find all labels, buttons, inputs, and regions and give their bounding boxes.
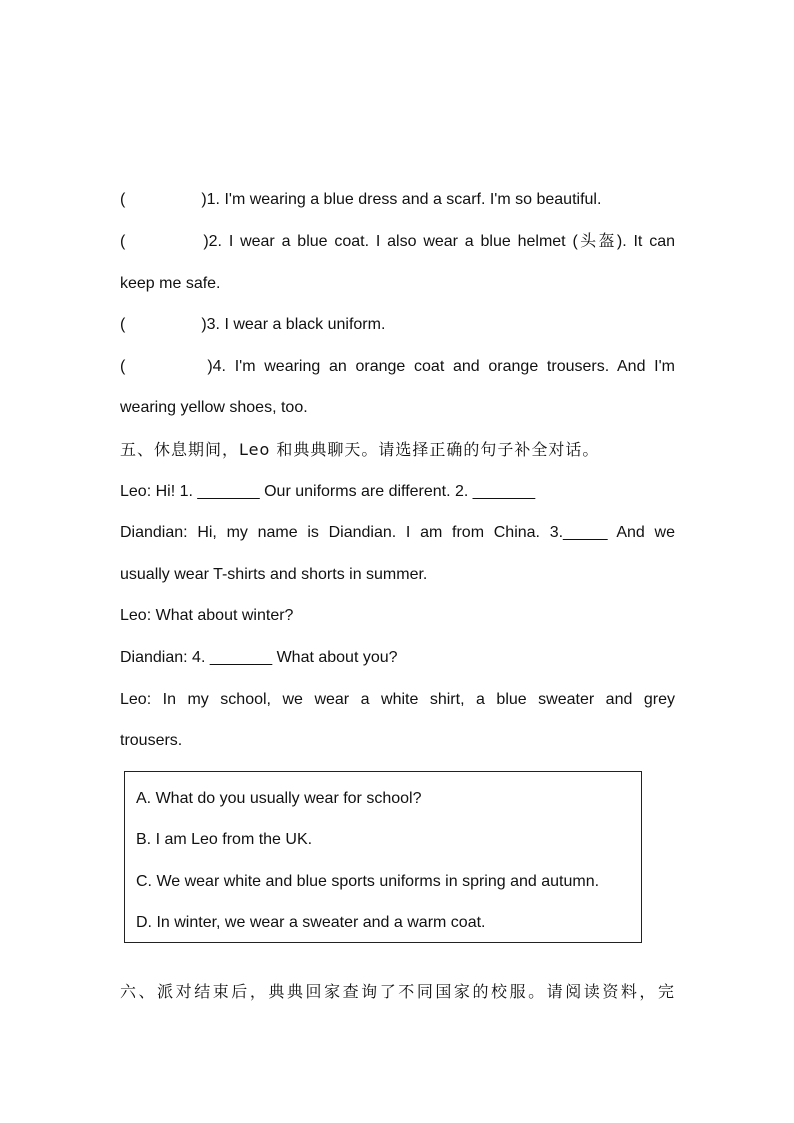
dialogue-line: Diandian: Hi, my name is Diandian. I am from China. 3._____ And we xyxy=(120,524,675,541)
item-text: )1. I'm wearing a blue dress and a scarf. I'm so beautiful. xyxy=(201,191,602,208)
item-text: )3. I wear a black uniform. xyxy=(201,316,386,333)
option-b: B. I am Leo from the UK. xyxy=(136,831,313,848)
options-box xyxy=(124,771,642,943)
option-d: D. In winter, we wear a sweater and a warm coat. xyxy=(136,914,486,931)
dialogue-line: Diandian: 4. _______ What about you? xyxy=(120,649,398,666)
option-c: C. We wear white and blue sports uniforms in spring and autumn. xyxy=(136,873,600,890)
matching-item-3 xyxy=(120,315,675,335)
matching-item-2-continued: keep me safe. xyxy=(120,275,221,292)
answer-paren[interactable]: ( xyxy=(120,358,126,375)
dialogue-line: Leo: Hi! 1. _______ Our uniforms are different. 2. _______ xyxy=(120,483,536,500)
section-6-heading: 六、派对结束后，典典回家查询了不同国家的校服。请阅读资料，完 xyxy=(120,982,675,1001)
dialogue-line: Leo: In my school, we wear a white shirt, a blue sweater and grey xyxy=(120,691,675,708)
matching-item-2 xyxy=(120,232,675,252)
matching-item-4 xyxy=(120,357,675,377)
dialogue-line: Leo: What about winter? xyxy=(120,607,294,624)
item-text: )4. I'm wearing an orange coat and orange trousers. And I'm xyxy=(207,358,675,375)
option-a: A. What do you usually wear for school? xyxy=(136,790,422,807)
item-text: )2. I wear a blue coat. I also wear a blue helmet (头盔). It can xyxy=(203,233,675,250)
answer-paren[interactable]: ( xyxy=(120,191,126,208)
matching-item-4-continued: wearing yellow shoes, too. xyxy=(120,399,308,416)
dialogue-line: usually wear T-shirts and shorts in summer. xyxy=(120,566,428,583)
section-5-heading: 五、休息期间，Leo 和典典聊天。请选择正确的句子补全对话。 xyxy=(120,440,600,459)
answer-paren[interactable]: ( xyxy=(120,316,126,333)
matching-item-1 xyxy=(120,190,675,210)
dialogue-line: trousers. xyxy=(120,732,183,749)
answer-paren[interactable]: ( xyxy=(120,233,126,250)
